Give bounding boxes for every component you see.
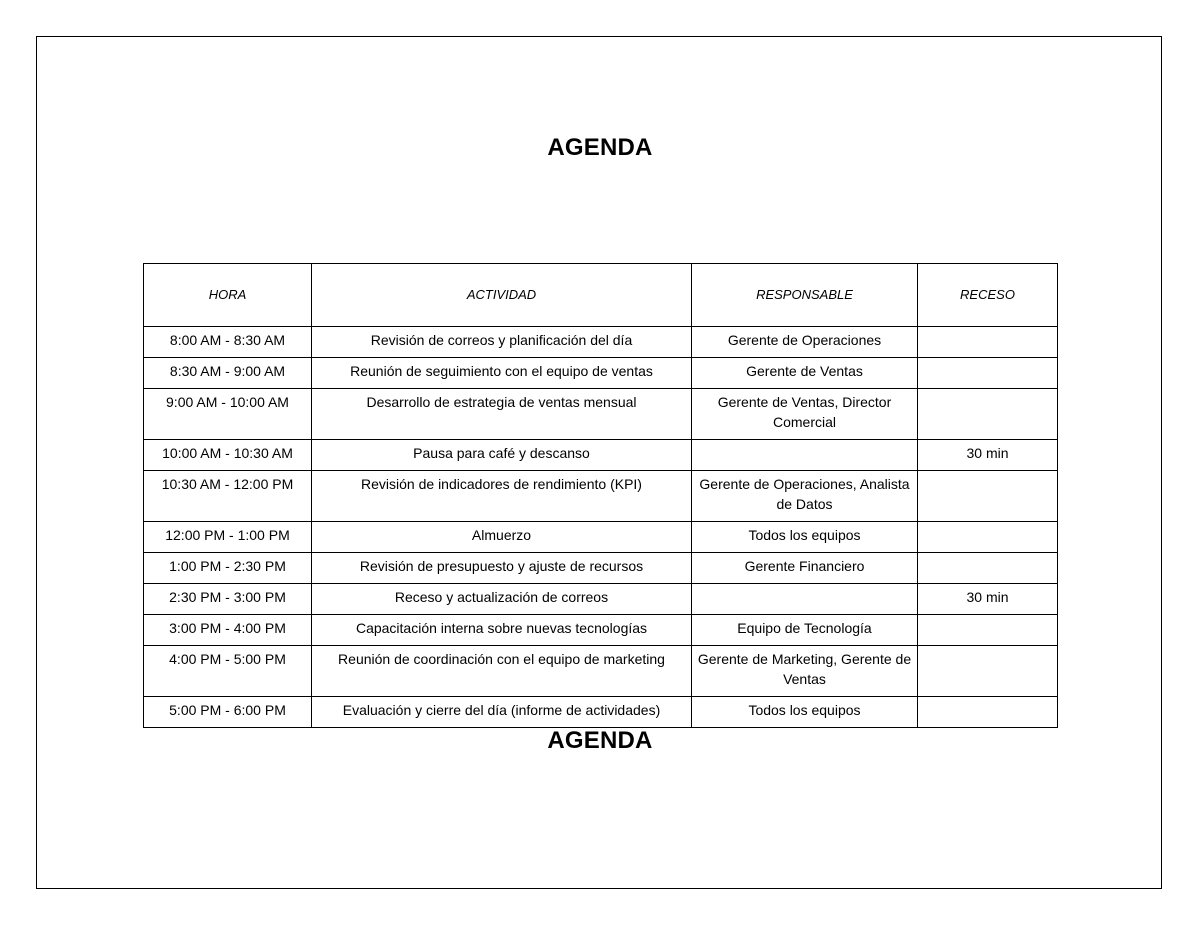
cell-responsable: Gerente de Marketing, Gerente de Ventas: [692, 646, 918, 697]
cell-actividad: Reunión de seguimiento con el equipo de ventas: [312, 358, 692, 389]
table-row: [144, 440, 1058, 471]
cell-responsable: Gerente Financiero: [692, 553, 918, 584]
table-header-row: [144, 264, 1058, 327]
cell-receso: [918, 646, 1058, 697]
cell-receso: 30 min: [918, 440, 1058, 471]
page-footer-title: AGENDA: [547, 727, 653, 754]
cell-responsable: Gerente de Operaciones: [692, 327, 918, 358]
table-row: [144, 471, 1058, 522]
cell-hora: 8:00 AM - 8:30 AM: [144, 327, 312, 358]
cell-responsable: Gerente de Ventas: [692, 358, 918, 389]
cell-hora: 5:00 PM - 6:00 PM: [144, 697, 312, 728]
cell-hora: 10:00 AM - 10:30 AM: [144, 440, 312, 471]
table-row: [144, 358, 1058, 389]
cell-receso: [918, 553, 1058, 584]
header-responsable: RESPONSABLE: [692, 264, 918, 327]
cell-actividad: Revisión de presupuesto y ajuste de recursos: [312, 553, 692, 584]
table-row: [144, 615, 1058, 646]
cell-receso: 30 min: [918, 584, 1058, 615]
cell-receso: [918, 697, 1058, 728]
cell-hora: 1:00 PM - 2:30 PM: [144, 553, 312, 584]
cell-responsable: [692, 584, 918, 615]
table-row: [144, 553, 1058, 584]
cell-actividad: Revisión de correos y planificación del día: [312, 327, 692, 358]
cell-hora: 3:00 PM - 4:00 PM: [144, 615, 312, 646]
header-hora: HORA: [144, 264, 312, 327]
cell-hora: 12:00 PM - 1:00 PM: [144, 522, 312, 553]
cell-responsable: Gerente de Ventas, Director Comercial: [692, 389, 918, 440]
cell-hora: 9:00 AM - 10:00 AM: [144, 389, 312, 440]
cell-receso: [918, 522, 1058, 553]
table-row: [144, 697, 1058, 728]
cell-responsable: [692, 440, 918, 471]
agenda-table: [143, 263, 1058, 728]
table-row: [144, 522, 1058, 553]
cell-hora: 2:30 PM - 3:00 PM: [144, 584, 312, 615]
table-row: [144, 327, 1058, 358]
cell-actividad: Pausa para café y descanso: [312, 440, 692, 471]
table-row: [144, 584, 1058, 615]
cell-actividad: Evaluación y cierre del día (informe de actividades): [312, 697, 692, 728]
cell-actividad: Almuerzo: [312, 522, 692, 553]
table-row: [144, 646, 1058, 697]
cell-receso: [918, 615, 1058, 646]
cell-receso: [918, 389, 1058, 440]
header-actividad: ACTIVIDAD: [312, 264, 692, 327]
cell-responsable: Equipo de Tecnología: [692, 615, 918, 646]
table-row: [144, 389, 1058, 440]
cell-hora: 4:00 PM - 5:00 PM: [144, 646, 312, 697]
cell-actividad: Receso y actualización de correos: [312, 584, 692, 615]
cell-actividad: Desarrollo de estrategia de ventas mensual: [312, 389, 692, 440]
cell-receso: [918, 358, 1058, 389]
cell-hora: 8:30 AM - 9:00 AM: [144, 358, 312, 389]
cell-responsable: Todos los equipos: [692, 697, 918, 728]
cell-hora: 10:30 AM - 12:00 PM: [144, 471, 312, 522]
cell-receso: [918, 471, 1058, 522]
page-title: AGENDA: [547, 134, 653, 161]
header-receso: RECESO: [918, 264, 1058, 327]
cell-responsable: Gerente de Operaciones, Analista de Datos: [692, 471, 918, 522]
cell-actividad: Reunión de coordinación con el equipo de marketing: [312, 646, 692, 697]
cell-receso: [918, 327, 1058, 358]
cell-actividad: Capacitación interna sobre nuevas tecnologías: [312, 615, 692, 646]
cell-actividad: Revisión de indicadores de rendimiento (KPI): [312, 471, 692, 522]
cell-responsable: Todos los equipos: [692, 522, 918, 553]
